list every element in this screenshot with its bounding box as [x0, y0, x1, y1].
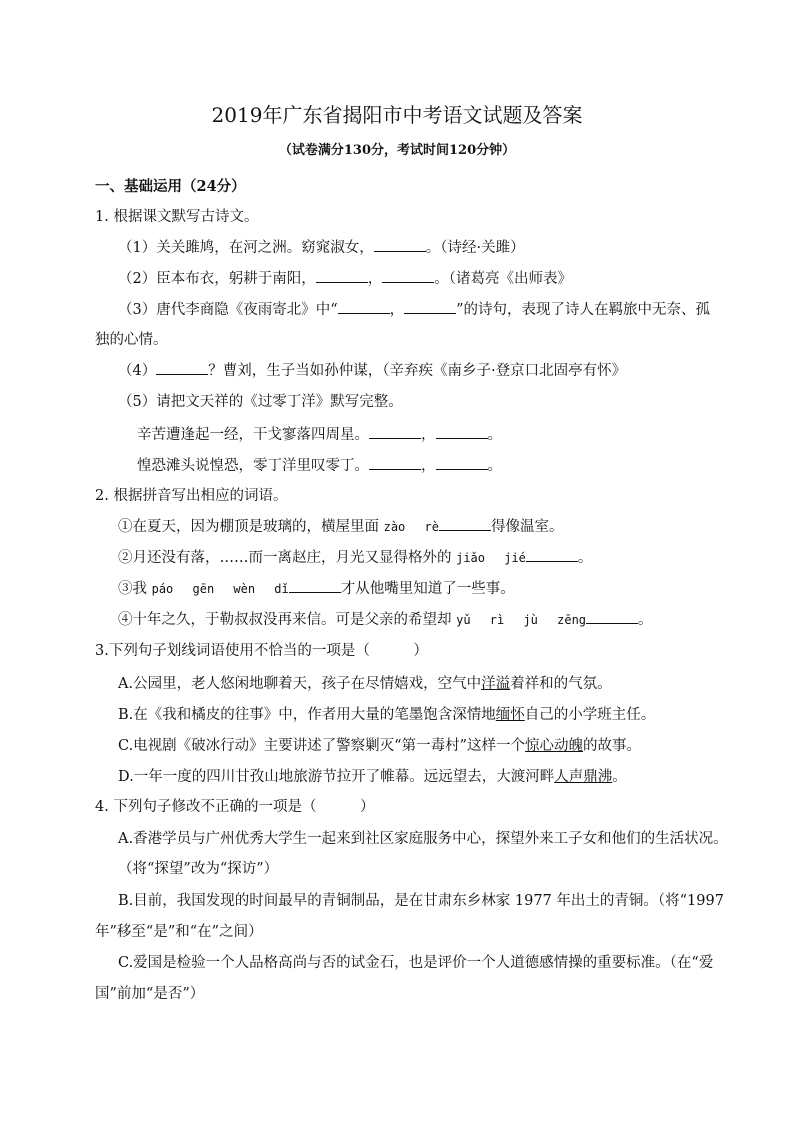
page-title: 2019年广东省揭阳市中考语文试题及答案 — [211, 103, 583, 127]
q1-item-5: （5）请把文天祥的《过零丁洋》默写完整。 — [118, 394, 403, 410]
underlined-word: 人声鼎沸 — [554, 769, 613, 785]
q2-item-3 — [118, 579, 515, 599]
answer-blank — [526, 548, 578, 562]
answer-blank — [316, 269, 368, 283]
answer-blank — [439, 517, 491, 531]
q1-item-2-text: （2）臣本布衣，躬耕于南阳， — [118, 271, 316, 287]
q2-stem: 2. 根据拼音写出相应的词语。 — [95, 488, 288, 504]
poem-end: 。 — [487, 427, 502, 443]
q2-item-1-text: ①在夏天，因为棚顶是玻璃的，横屋里面 — [118, 519, 379, 535]
q2-item-4 — [118, 610, 653, 630]
poem-sep: ， — [421, 458, 436, 474]
q4-option-c-cont: 国”前加“是否”） — [95, 986, 205, 1002]
q2-item-3-tail: 才从他嘴里知道了一些事。 — [340, 581, 515, 597]
section-heading: 一、基础运用（24分） — [95, 178, 246, 195]
q1-item-4-text: ？曹刘，生子当如孙仲谋，（辛弃疾《南乡子·登京口北固亭有怀》 — [208, 363, 627, 379]
underlined-word: 惊心动魄 — [525, 738, 584, 754]
q1-poem-line-2 — [137, 456, 502, 476]
underlined-word: 缅怀 — [495, 707, 525, 723]
q4-option-c: C.爱国是检验一个人品格高尚与否的试金石，也是评价一个人道德感情操的重要标准。（在“爱 — [118, 955, 714, 971]
underlined-word: 洋溢 — [481, 676, 511, 692]
answer-blank — [436, 425, 488, 439]
q1-item-2-source: 。（诸葛亮《出师表》 — [434, 271, 572, 287]
answer-blank — [156, 361, 208, 375]
q1-item-3-sep: ， — [389, 302, 405, 318]
q2-item-1 — [118, 517, 563, 537]
pinyin: yǔ rì jù zēng — [456, 613, 587, 627]
q4-option-a: A.香港学员与广州优秀大学生一起来到社区家庭服务中心，探望外来工子女和他们的生活状况。 — [118, 831, 728, 847]
q1-item-3-cont: 独的心情。 — [95, 332, 168, 348]
answer-blank — [369, 456, 421, 470]
q1-poem-line-1 — [137, 425, 502, 445]
q3-stem: 3.下列句子划线词语使用不恰当的一项是（ ） — [95, 643, 428, 659]
q2-item-4-text: ④十年之久，于勒叔叔没再来信。可是父亲的希望却 — [118, 612, 452, 628]
q2-item-2-text: ②月还没有落，……而一离赵庄，月光又显得格外的 — [118, 550, 452, 566]
answer-blank — [369, 425, 421, 439]
option-text: B.在《我和橘皮的往事》中，作者用大量的笔墨饱含深情地 — [118, 707, 496, 723]
option-text: 自己的小学班主任。 — [524, 707, 656, 723]
q2-item-4-tail: 。 — [638, 612, 653, 628]
q1-item-1 — [118, 238, 525, 258]
q1-item-2 — [118, 269, 572, 289]
q3-option-d — [118, 767, 627, 787]
option-text: D.一年一度的四川甘孜山地旅游节拉开了帷幕。远远望去，大渡河畔 — [118, 769, 555, 785]
q1-stem: 1. 根据课文默写古诗文。 — [95, 209, 259, 225]
q3-option-c — [118, 736, 641, 756]
q4-option-a-cont: （将“探望”改为“探访”） — [118, 861, 279, 877]
option-text: 。 — [612, 769, 627, 785]
q3-option-b — [118, 705, 655, 725]
poem-text: 惶恐滩头说惶恐，零丁洋里叹零丁。 — [137, 458, 369, 474]
option-text: 的故事。 — [583, 738, 642, 754]
q1-item-4-label: （4） — [118, 363, 157, 379]
option-text: C.电视剧《破冰行动》主要讲述了警察剿灭“第一毒村”这样一个 — [118, 738, 526, 754]
answer-blank — [338, 300, 390, 314]
q1-item-2-sep: ， — [367, 271, 383, 287]
pinyin: páo gēn wèn dǐ — [151, 582, 289, 596]
q1-item-3 — [118, 300, 710, 320]
answer-blank — [382, 269, 434, 283]
pinyin: jiǎo jié — [456, 551, 526, 565]
answer-blank — [404, 300, 456, 314]
q3-option-a — [118, 674, 612, 694]
q1-item-3-text: （3）唐代李商隐《夜雨寄北》中“ — [118, 302, 338, 318]
option-text: A.公园里，老人悠闲地聊着天，孩子在尽情嬉戏，空气中 — [118, 676, 482, 692]
q4-stem: 4. 下列句子修改不正确的一项是（ ） — [95, 799, 375, 815]
q1-item-3-tail: ”的诗句，表现了诗人在羁旅中无奈、孤 — [456, 302, 711, 318]
q2-item-1-tail: 得像温室。 — [490, 519, 564, 535]
answer-blank — [436, 456, 488, 470]
answer-blank — [289, 579, 341, 593]
poem-sep: ， — [421, 427, 436, 443]
q2-item-3-text: ③我 — [118, 581, 147, 597]
poem-end: 。 — [487, 458, 502, 474]
poem-text: 辛苦遭逢起一经，干戈寥落四周星。 — [137, 427, 369, 443]
answer-blank — [374, 238, 426, 252]
q1-item-1-text: （1）关关雎鸠，在河之洲。窈窕淑女， — [118, 240, 374, 256]
q2-item-2-tail: 。 — [577, 550, 593, 566]
answer-blank — [586, 610, 638, 624]
q1-item-1-source: 。（诗经·关雎） — [425, 240, 525, 256]
page-subtitle: （试卷满分130分，考试时间120分钟） — [278, 143, 516, 158]
q1-item-4 — [118, 361, 626, 381]
q2-item-2 — [118, 548, 592, 568]
pinyin: zào rè — [383, 520, 439, 534]
q4-option-b: B.目前，我国发现的时间最早的青铜制品，是在甘肃东乡林家 1977 年出土的青铜。（将“1997 — [118, 893, 724, 909]
option-text: 着祥和的气氛。 — [510, 676, 612, 692]
q4-option-b-cont: 年”移至“是”和“在”之间） — [95, 924, 263, 940]
